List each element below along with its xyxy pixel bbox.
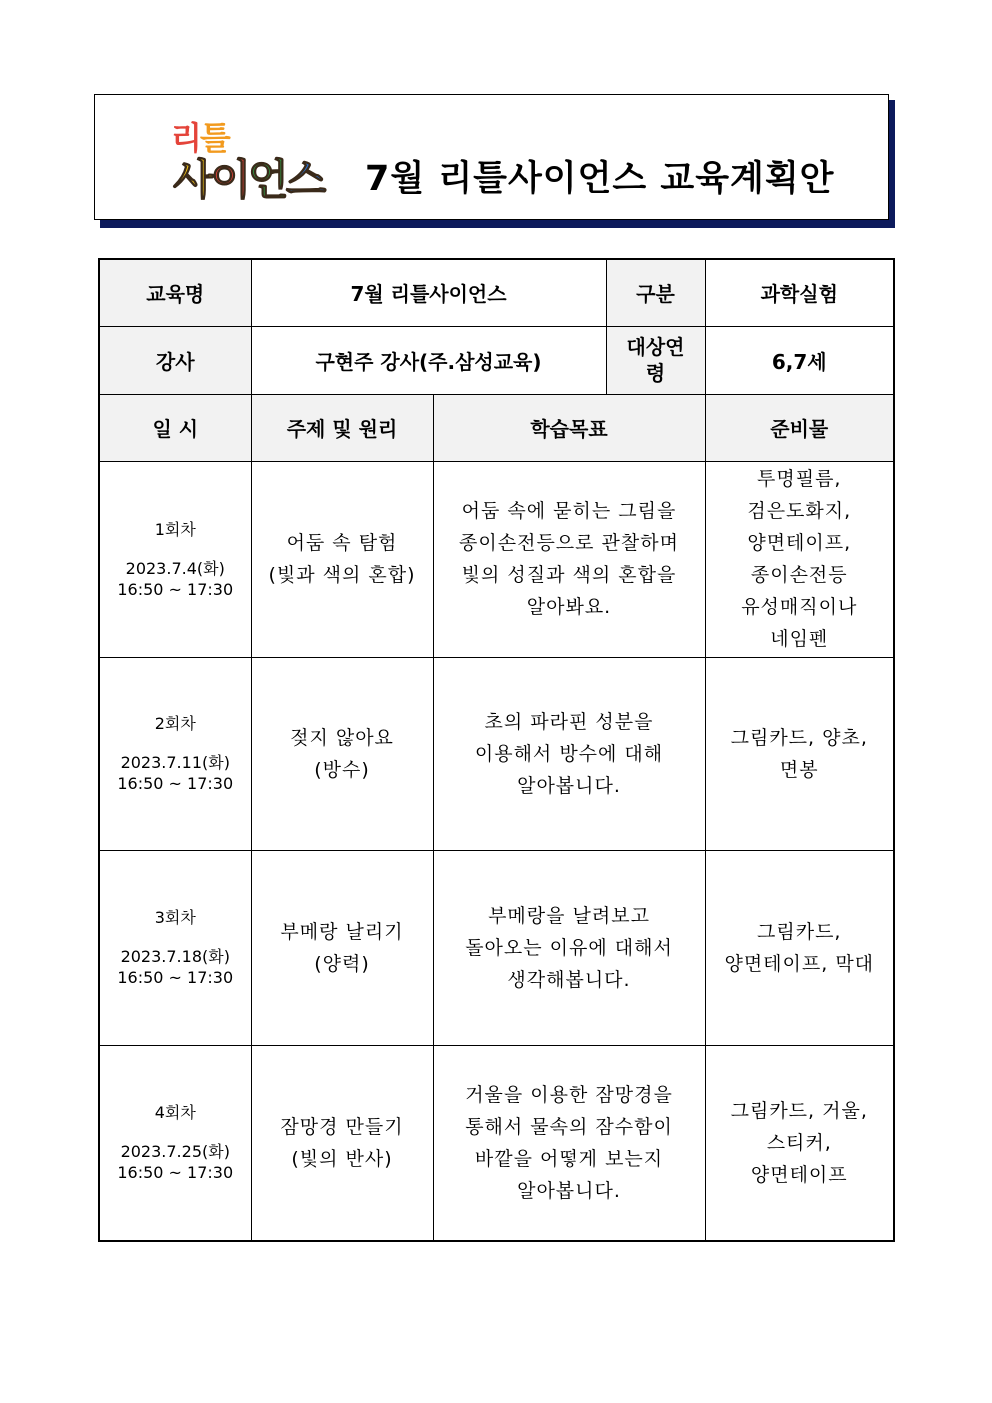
session-materials: 그림카드, 양초, 면봉 (705, 657, 894, 850)
session-date: 2023.7.25(화) (120, 1142, 230, 1162)
type-label: 구분 (606, 259, 705, 326)
session-time: 16:50 ~ 17:30 (117, 579, 234, 599)
session-time: 16:50 ~ 17:30 (117, 968, 234, 987)
name-label: 교육명 (99, 259, 251, 326)
session-topic: 젖지 않아요 (방수) (251, 657, 433, 850)
education-plan-table (98, 258, 895, 1242)
session-goal: 초의 파라핀 성분을 이용해서 방수에 대해 알아봅니다. (433, 657, 705, 850)
session-materials: 투명필름, 검은도화지, 양면테이프, 종이손전등 유성매직이나 네임펜 (705, 461, 894, 657)
session-date: 2023.7.4(화) (125, 558, 225, 578)
col-header-topic: 주제 및 원리 (251, 394, 433, 461)
session-datetime-cell (99, 1045, 251, 1241)
col-header-datetime: 일 시 (99, 394, 251, 461)
session-materials: 그림카드, 거울, 스티커, 양면테이프 (705, 1045, 894, 1241)
little-science-logo (165, 113, 340, 203)
title-box (94, 94, 889, 220)
session-topic: 어둠 속 탐험 (빛과 색의 혼합) (251, 461, 433, 657)
session-number: 1회차 (154, 519, 196, 539)
logo-small-text: 리틀 (171, 119, 229, 157)
session-number: 4회차 (154, 1103, 196, 1123)
column-header-row (99, 394, 894, 461)
table-row (99, 657, 894, 850)
type-value: 과학실험 (705, 259, 894, 326)
session-datetime-cell (99, 657, 251, 850)
session-goal: 거울을 이용한 잠망경을 통해서 물속의 잠수함이 바깥을 어떻게 보는지 알아봅니다. (433, 1045, 705, 1241)
teacher-label: 강사 (99, 326, 251, 394)
session-time: 16:50 ~ 17:30 (117, 774, 234, 793)
table-row (99, 461, 894, 657)
page-title: 7월 리틀사이언스 교육계획안 (365, 159, 835, 199)
col-header-goal: 학습목표 (433, 394, 705, 461)
session-goal: 어둠 속에 묻히는 그림을 종이손전등으로 관찰하며 빛의 성질과 색의 혼합을 알아봐요. (433, 461, 705, 657)
session-date: 2023.7.11(화) (120, 753, 230, 772)
session-topic: 잠망경 만들기 (빛의 반사) (251, 1045, 433, 1241)
session-materials: 그림카드, 양면테이프, 막대 (705, 850, 894, 1045)
info-row-1 (99, 259, 894, 326)
col-header-materials: 준비물 (705, 394, 894, 461)
age-value: 6,7세 (705, 326, 894, 394)
session-topic: 부메랑 날리기 (양력) (251, 850, 433, 1045)
logo-big-text: 사이언스 (173, 155, 324, 204)
session-number: 2회차 (154, 714, 196, 733)
session-datetime-cell (99, 850, 251, 1045)
name-value: 7월 리틀사이언스 (251, 259, 606, 326)
session-datetime-cell (99, 461, 251, 657)
session-number: 3회차 (154, 908, 196, 927)
age-label: 대상연 령 (606, 326, 705, 394)
table-row (99, 1045, 894, 1241)
table-row (99, 850, 894, 1045)
info-row-2 (99, 326, 894, 394)
session-goal: 부메랑을 날려보고 돌아오는 이유에 대해서 생각해봅니다. (433, 850, 705, 1045)
teacher-value: 구현주 강사(주.삼성교육) (251, 326, 606, 394)
session-time: 16:50 ~ 17:30 (117, 1163, 234, 1183)
session-date: 2023.7.18(화) (120, 947, 230, 966)
